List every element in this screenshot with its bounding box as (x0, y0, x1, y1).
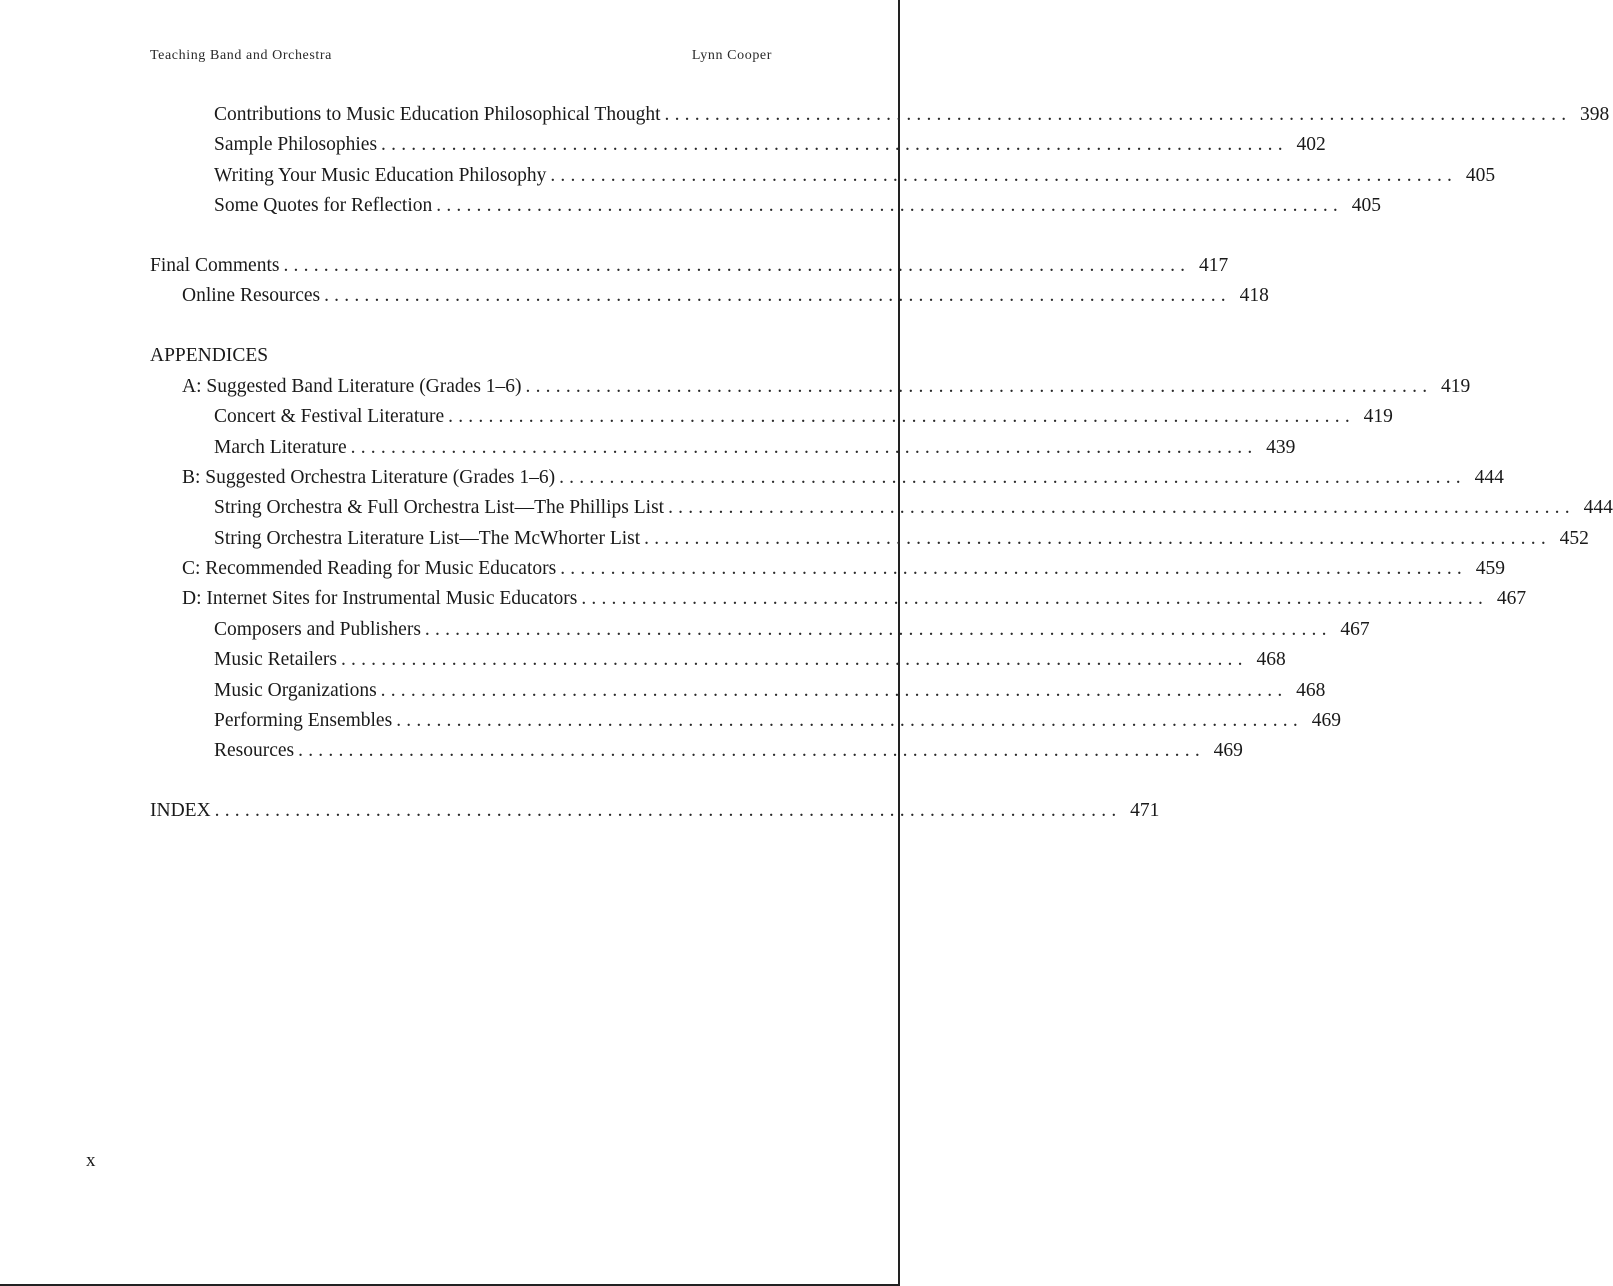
dot-leader: .......................................................................................... (559, 466, 1466, 488)
toc-entry (150, 645, 1286, 675)
toc-entry (150, 402, 1393, 432)
dot-leader: .......................................................................................... (214, 800, 1122, 822)
toc-entry-page: 469 (1311, 710, 1341, 732)
running-head-author: Lynn Cooper (691, 48, 772, 63)
running-head (150, 48, 772, 68)
toc-entry (150, 433, 1296, 463)
toc-entry-title: Composers and Publishers (214, 618, 421, 640)
dot-leader: .......................................................................................... (350, 436, 1258, 458)
table-of-contents (150, 100, 1613, 827)
dot-leader: .......................................................................................... (324, 285, 1231, 307)
toc-entry-title: Writing Your Music Education Philosophy (214, 164, 547, 186)
toc-entry-title: String Orchestra Literature List—The McWhorter List (214, 527, 641, 549)
toc-entry-title: B: Suggested Orchestra Literature (Grades 1–6) (182, 466, 556, 488)
dot-leader: .......................................................................................... (664, 104, 1572, 125)
toc-entry-page: 444 (1583, 497, 1613, 519)
dot-leader: .......................................................................................... (283, 255, 1191, 277)
toc-entry-page: 452 (1559, 527, 1589, 549)
toc-entry-page: 405 (1351, 195, 1381, 217)
toc-entry-page: 468 (1296, 679, 1326, 701)
toc-entry-page: 419 (1363, 406, 1393, 428)
toc-entry-title: Music Retailers (214, 649, 337, 671)
toc-entry-title: APPENDICES (150, 345, 269, 367)
toc-entry-page: 471 (1130, 800, 1160, 822)
dot-leader: .......................................................................................... (644, 527, 1551, 549)
toc-entry (150, 796, 1160, 826)
toc-entry (150, 584, 1527, 614)
toc-entry (150, 251, 1229, 281)
toc-entry (150, 191, 1381, 221)
toc-entry-title: D: Internet Sites for Instrumental Music Educators (182, 588, 578, 610)
running-head-title: Teaching Band and Orchestra (150, 48, 332, 63)
toc-entry-page: 402 (1296, 134, 1326, 156)
toc-entry-page: 439 (1266, 436, 1296, 458)
toc-entry (150, 463, 1504, 493)
dot-leader: .......................................................................................... (381, 134, 1288, 156)
toc-entry-title: March Literature (214, 436, 347, 458)
toc-entry-page: 418 (1239, 285, 1269, 307)
dot-leader: .......................................................................................... (436, 195, 1343, 217)
toc-entry-title: Performing Ensembles (214, 710, 393, 732)
dot-leader: .......................................................................................... (581, 588, 1489, 610)
toc-entry (150, 161, 1496, 191)
toc-entry (150, 100, 1610, 130)
page-number: x (86, 1150, 96, 1171)
toc-entry-page: 405 (1465, 164, 1496, 186)
toc-entry (150, 372, 1471, 402)
dot-leader: .......................................................................................... (340, 649, 1248, 671)
toc-entry-title: String Orchestra & Full Orchestra List—The Phillips List (214, 497, 665, 519)
toc-entry (150, 706, 1341, 736)
toc-entry-page: 469 (1213, 740, 1243, 762)
toc-entry-page: 459 (1475, 558, 1505, 580)
toc-entry (150, 493, 1613, 523)
dot-leader: .......................................................................................... (424, 618, 1332, 640)
toc-entry-title: Resources (214, 740, 295, 762)
toc-entry-title: A: Suggested Band Literature (Grades 1–6) (182, 375, 522, 397)
toc-entry-title: Online Resources (182, 285, 321, 307)
toc-entry (150, 341, 762, 371)
toc-entry-title: Concert & Festival Literature (214, 406, 445, 428)
dot-leader: .......................................................................................... (560, 558, 1467, 580)
toc-entry (150, 281, 1269, 311)
toc-entry-page: 467 (1496, 588, 1527, 610)
toc-entry-title: Some Quotes for Reflection (214, 195, 433, 217)
toc-entry-page: 467 (1340, 618, 1370, 640)
dot-leader: .......................................................................................... (396, 710, 1303, 732)
toc-entry-title: Music Organizations (214, 679, 377, 701)
toc-entry (150, 736, 1243, 766)
toc-entry (150, 676, 1326, 706)
dot-leader: .......................................................................................... (668, 497, 1575, 519)
toc-entry-title: Contributions to Music Education Philosophical Thought (214, 104, 661, 125)
dot-leader: .......................................................................................... (550, 164, 1458, 186)
toc-entry-page: 398 (1580, 104, 1610, 125)
dot-leader: .......................................................................................... (380, 679, 1288, 701)
dot-leader: .......................................................................................... (298, 740, 1205, 762)
toc-entry-title: INDEX (150, 800, 211, 822)
toc-entry-title: Sample Philosophies (214, 134, 378, 156)
dot-leader: .......................................................................................... (525, 375, 1433, 397)
toc-entry (150, 524, 1589, 554)
dot-leader: .......................................................................................... (448, 406, 1355, 428)
toc-entry-page: 417 (1198, 255, 1229, 277)
toc-entry-page: 419 (1441, 375, 1471, 397)
toc-entry (150, 615, 1370, 645)
toc-entry (150, 130, 1326, 160)
toc-entry (150, 554, 1505, 584)
toc-entry-title: C: Recommended Reading for Music Educators (182, 558, 557, 580)
toc-entry-page: 444 (1474, 466, 1504, 488)
toc-entry-title: Final Comments (150, 255, 280, 277)
toc-entry-page: 468 (1256, 649, 1286, 671)
